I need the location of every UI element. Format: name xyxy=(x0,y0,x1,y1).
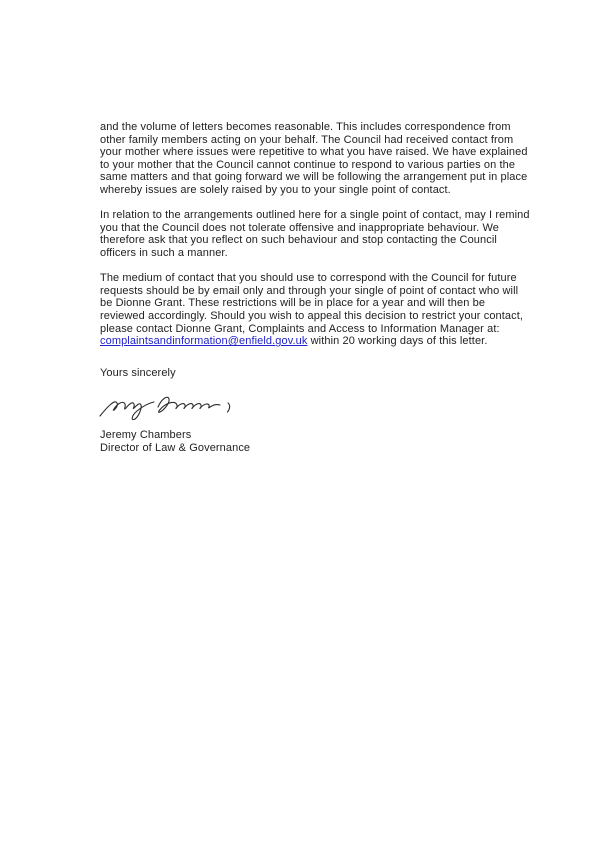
signature-strokes xyxy=(100,397,230,419)
paragraph-line: requests should be by email only and through your single of point of contact who will xyxy=(100,284,519,297)
email-link[interactable]: complaintsandinformation@enfield.gov.uk xyxy=(100,335,308,348)
paragraph-line: your mother where issues were repetitive to what you have raised. We have explained xyxy=(100,146,528,159)
paragraph-line: please contact Dionne Grant, Complaints and Access to Information Manager at: xyxy=(100,322,500,335)
signature-block xyxy=(100,429,250,454)
paragraph-line: reviewed accordingly. Should you wish to appeal this decision to restrict your contact, xyxy=(100,309,524,322)
letter-body xyxy=(100,121,530,360)
paragraph-line: In relation to the arrangements outlined here for a single point of contact, may I remind xyxy=(100,209,530,222)
paragraph-line: other family members acting on your behalf. The Council had received contact from xyxy=(100,133,514,146)
paragraph-line: you that the Council does not tolerate offensive and inappropriate behaviour. We xyxy=(100,221,499,234)
paragraph-line: same matters and that going forward we will be following the arrangement put in place xyxy=(100,171,528,184)
paragraph-line: officers in such a manner. xyxy=(100,246,228,259)
paragraph-line: be Dionne Grant. These restrictions will be in place for a year and will then be xyxy=(100,297,486,310)
paragraph-line: to your mother that the Council cannot continue to respond to various parties on the xyxy=(100,158,516,171)
signatory-title: Director of Law & Governance xyxy=(100,441,251,454)
paragraph-line-with-link xyxy=(100,335,530,348)
email-line-after-text: within 20 working days of this letter. xyxy=(307,335,488,348)
signature-image xyxy=(98,390,240,427)
paragraph-1 xyxy=(100,121,530,197)
paragraph-line: The medium of contact that you should use to correspond with the Council for future xyxy=(100,272,517,285)
paragraph-line: and the volume of letters becomes reasonable. This includes correspondence from xyxy=(100,121,511,133)
paragraph-line: whereby issues are solely raised by you to your single point of contact. xyxy=(100,183,451,196)
signatory-name: Jeremy Chambers xyxy=(100,429,192,441)
paragraph-line: therefore ask that you reflect on such behaviour and stop contacting the Council xyxy=(100,234,497,247)
paragraph-3 xyxy=(100,272,530,348)
closing-salutation: Yours sincerely xyxy=(100,367,176,379)
paragraph-2 xyxy=(100,209,530,259)
